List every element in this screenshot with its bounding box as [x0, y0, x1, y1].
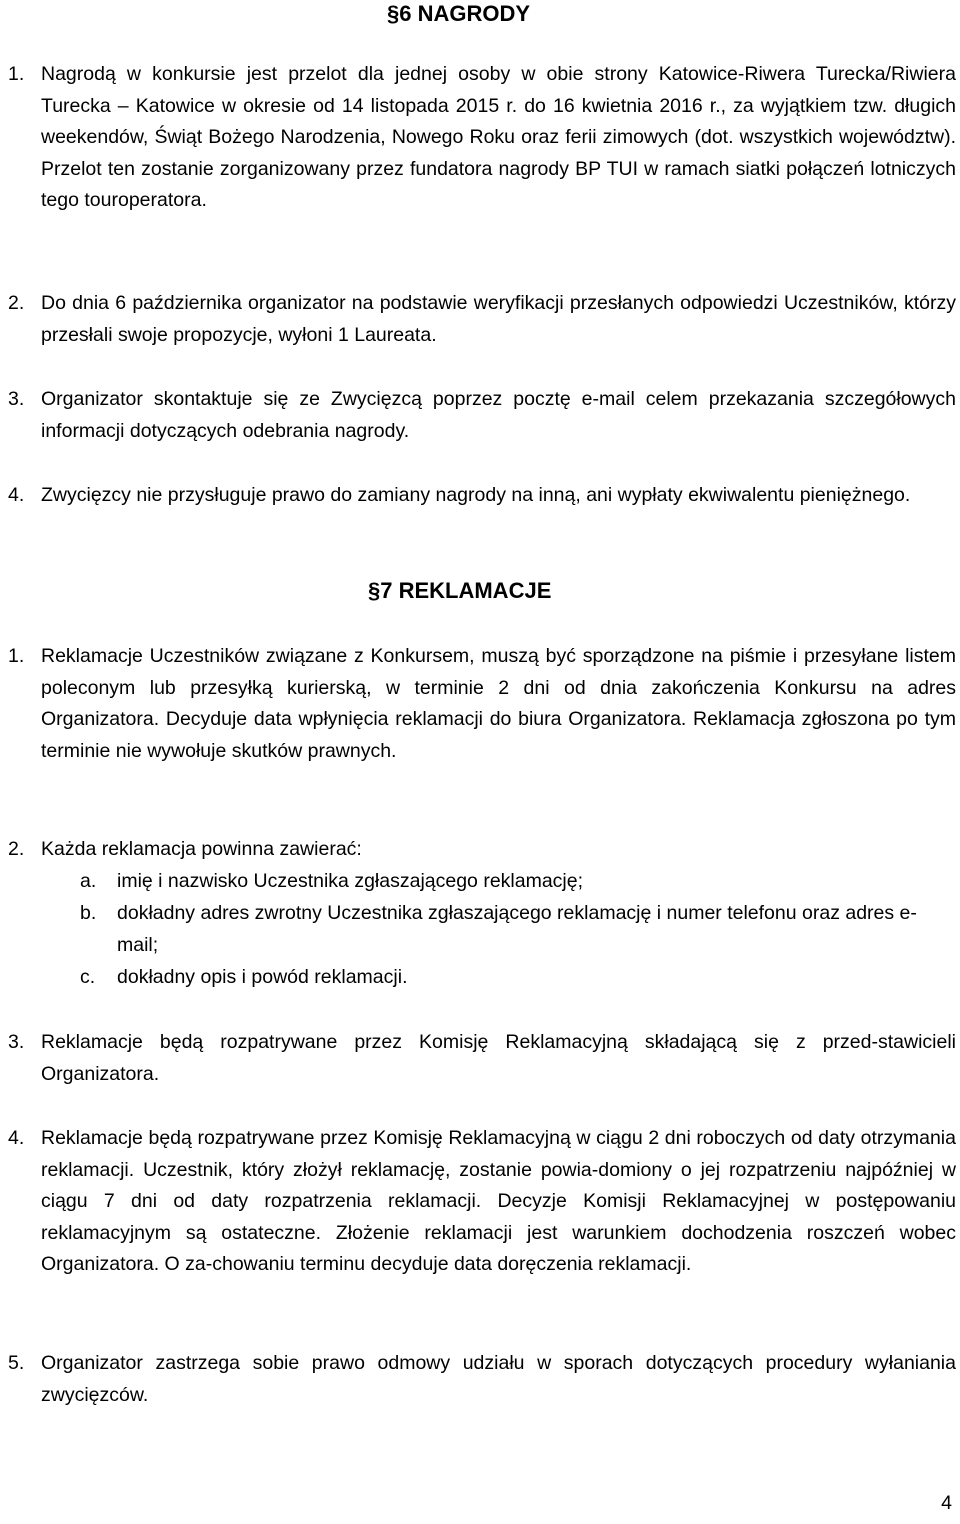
section-7-item-1 — [8, 641, 956, 767]
section-6-item-1 — [8, 59, 956, 217]
section-7-item-2 — [8, 834, 956, 866]
section-7-subitem-b — [80, 898, 956, 961]
item-text: Reklamacje będą rozpatrywane przez Komisję Reklamacyjną składającą się z przed-stawicieli Organizatora. — [41, 1031, 956, 1085]
section-7-subitem-a — [80, 866, 956, 898]
item-number: 3. — [8, 1031, 25, 1053]
item-text: Organizator skontaktuje się ze Zwycięzcą poprzez pocztę e-mail celem przekazania szczegółowych informacji dotyczących odebrania nagrody. — [41, 388, 956, 442]
item-text: Reklamacje Uczestników związane z Konkursem, muszą być sporządzone na piśmie i przesyłane listem poleconym lub przesyłką kurierską, w terminie 2 dni od dnia zakończenia Konkursu na adres Organizatora. Decyduje data wpłynięcia reklamacji do biura Organizatora. Reklamacja zgłoszona po tym terminie nie wywołuje skutków prawnych. — [41, 645, 956, 762]
item-number: 2. — [8, 292, 25, 314]
item-text: Zwycięzcy nie przysługuje prawo do zamiany nagrody na inną, ani wypłaty ekwiwalentu pieniężnego. — [41, 484, 911, 506]
subitem-letter: a. — [80, 870, 97, 892]
section-7-item-5 — [8, 1348, 956, 1411]
section-7-item-4 — [8, 1123, 956, 1281]
item-number: 2. — [8, 838, 25, 860]
item-number: 1. — [8, 63, 25, 85]
section-6-item-4 — [8, 480, 956, 512]
item-text: Organizator zastrzega sobie prawo odmowy udziału w sporach dotyczących procedury wyłaniania zwycięzców. — [41, 1352, 956, 1406]
subitem-text: dokładny adres zwrotny Uczestnika zgłaszającego reklamację i numer telefonu oraz adres e-mail; — [117, 902, 917, 956]
section-7-item-3 — [8, 1027, 956, 1090]
item-number: 1. — [8, 645, 25, 667]
section-7-heading: §7 REKLAMACJE — [368, 578, 552, 603]
subitem-letter: b. — [80, 902, 97, 924]
page-number: 4 — [941, 1492, 952, 1514]
item-number: 3. — [8, 388, 25, 410]
item-text: Reklamacje będą rozpatrywane przez Komisję Reklamacyjną w ciągu 2 dni roboczych od daty otrzymania reklamacji. Uczestnik, który złożył reklamację, zostanie powia-domiony o jej rozpatrzeniu najpóźniej w ciągu 7 dni od daty rozpatrzenia reklamacji. Decyzje Komisji Reklamacyjnej w postępowaniu reklamacyjnym są ostateczne. Złożenie reklamacji jest warunkiem dochodzenia roszczeń wobec Organizatora. O za-chowaniu terminu decyduje data doręczenia reklamacji. — [41, 1127, 956, 1275]
section-7-subitem-c — [80, 962, 956, 994]
subitem-text: imię i nazwisko Uczestnika zgłaszającego reklamację; — [117, 870, 584, 892]
subitem-letter: c. — [80, 966, 96, 988]
item-number: 5. — [8, 1352, 25, 1374]
item-number: 4. — [8, 484, 25, 506]
item-text: Nagrodą w konkursie jest przelot dla jednej osoby w obie strony Katowice-Riwera Turecka/Riwiera Turecka – Katowice w okresie od 14 listopada 2015 r. do 16 kwietnia 2016 r., za wyjątkiem tzw. długich weekendów, Świąt Bożego Narodzenia, Nowego Roku oraz ferii zimowych (dot. wszystkich województw). Przelot ten zostanie zorganizowany przez fundatora nagrody BP TUI w ramach siatki połączeń lotniczych tego touroperatora. — [41, 63, 956, 211]
subitem-text: dokładny opis i powód reklamacji. — [117, 966, 408, 988]
item-text: Każda reklamacja powinna zawierać: — [41, 838, 362, 860]
section-6-item-2 — [8, 288, 956, 351]
item-text: Do dnia 6 października organizator na podstawie weryfikacji przesłanych odpowiedzi Uczestników, którzy przesłali swoje propozycje, wyłoni 1 Laureata. — [41, 292, 956, 346]
item-number: 4. — [8, 1127, 25, 1149]
section-6-heading: §6 NAGRODY — [387, 1, 531, 26]
section-6-item-3 — [8, 384, 956, 447]
